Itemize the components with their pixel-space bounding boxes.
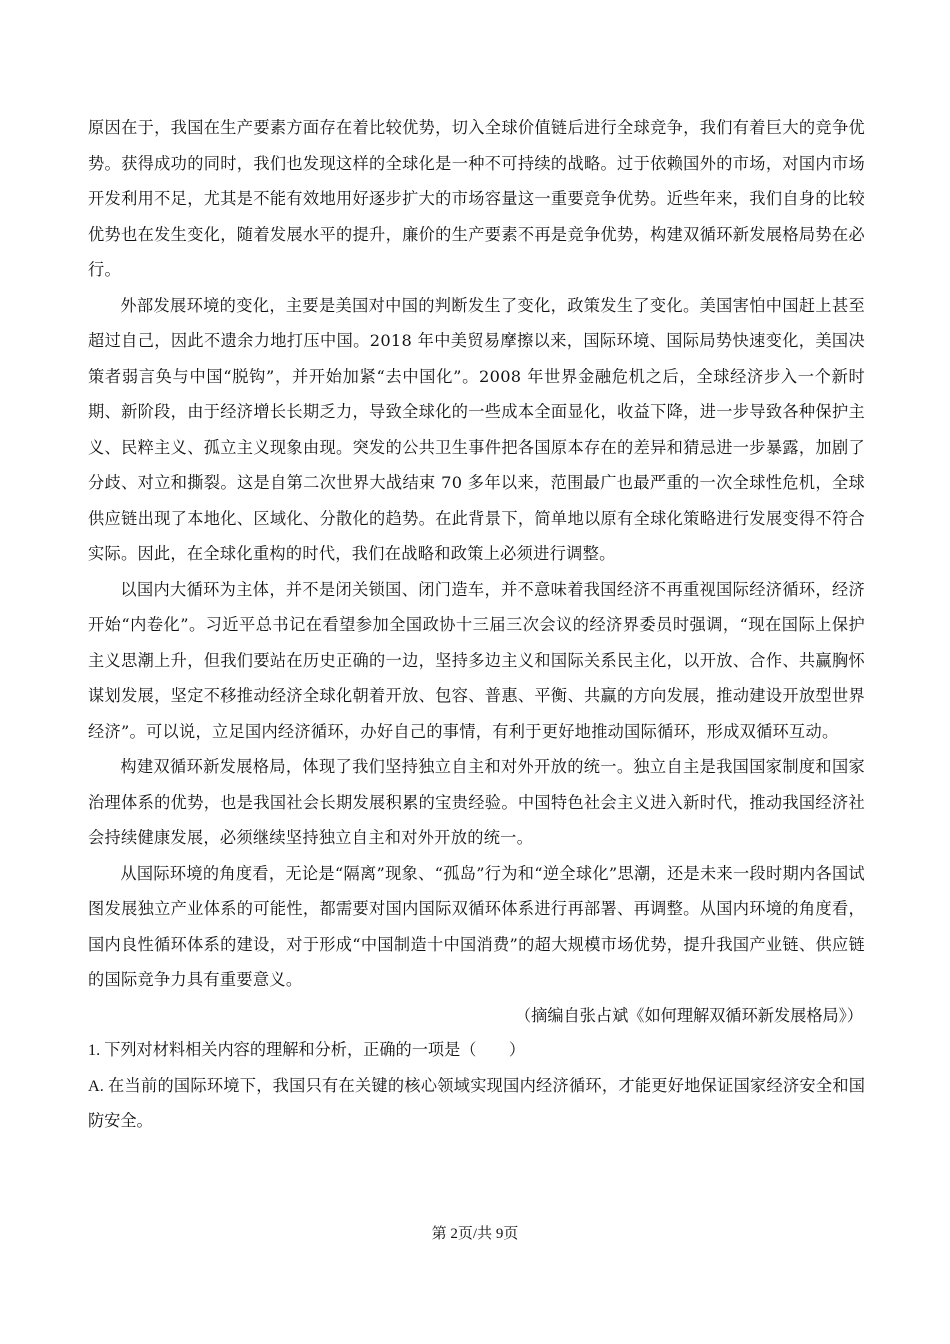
paragraph-5: 从国际环境的角度看，无论是“隔离”现象、“孤岛”行为和“逆全球化”思潮，还是未来一段时期内各国试图发展独立产业体系的可能性，都需要对国内国际双循环体系进行再部署、再调整。从国内环境的角度看，国内良性循环体系的建设，对于形成“中国制造十中国消费”的超大规模市场优势，提升我国产业链、供应链的国际竞争力具有重要意义。 (88, 863, 865, 989)
page-footer: 第 2页/共 9页 (431, 1226, 519, 1242)
paragraph-1: 原因在于，我国在生产要素方面存在着比较优势，切入全球价值链后进行全球竞争，我们有着巨大的竞争优势。获得成功的同时，我们也发现这样的全球化是一种不可持续的战略。过于依赖国外的市场，对国内市场开发利用不足，尤其是不能有效地用好逐步扩大的市场容量这一重要竞争优势。近些年来，我们自身的比较优势也在发生变化，随着发展水平的提升，廉价的生产要素不再是竞争优势，构建双循环新发展格局势在必行。 (88, 118, 865, 279)
paragraph-3: 以国内大循环为主体，并不是闭关锁国、闭门造车，并不意味着我国经济不再重视国际经济循环，经济开始“内卷化”。习近平总书记在看望参加全国政协十三届三次会议的经济界委员时强调，“现在国际上保护主义思潮上升，但我们要站在历史正确的一边，坚持多边主义和国际关系民主化，以开放、合作、共赢胸怀谋划发展，坚定不移推动经济全球化朝着开放、包容、普惠、平衡、共赢的方向发展，推动建设开放型世界经济”。可以说，立足国内经济循环，办好自己的事情，有利于更好地推动国际循环，形成双循环互动。 (88, 579, 865, 741)
question-stem: 1. 下列对材料相关内容的理解和分析，正确的一项是（ ） (88, 1041, 526, 1059)
paragraph-4: 构建双循环新发展格局，体现了我们坚持独立自主和对外开放的统一。独立自主是我国国家制度和国家治理体系的优势，也是我国社会长期发展积累的宝贵经验。中国特色社会主义进入新时代，推动我国经济社会持续健康发展，必须继续坚持独立自主和对外开放的统一。 (88, 757, 865, 847)
source-citation: （摘编自张占斌《如何理解双循环新发展格局》） (514, 1005, 863, 1025)
paragraph-2: 外部发展环境的变化，主要是美国对中国的判断发生了变化，政策发生了变化。美国害怕中国赶上甚至超过自己，因此不遗余力地打压中国。2018 年中美贸易摩擦以来，国际环境、国际局势快速变化，美国决策者弱言奂与中国“脱钩”，并开始加紧“去中国化”。2008 年世界金融危机之后，全球经济步入一个新时期、新阶段，由于经济增长长期乏力，导致全球化的一些成本全面显化，收益下降，进一步导致各种保护主义、民粹主义、孤立主义现象由现。突发的公共卫生事件把各国原本存在的差异和猜忌进一步暴露，加剧了分歧、对立和撕裂。这是自第二次世界大战结束 70 多年以来，范围最广也最严重的一次全球性危机，全球供应链出现了本地化、区域化、分散化的趋势。在此背景下，简单地以原有全球化策略进行发展变得不符合实际。因此，在全球化重构的时代，我们在战略和政策上必须进行调整。 (88, 295, 865, 563)
option-a: A. 在当前的国际环境下，我国只有在关键的核心领域实现国内经济循环，才能更好地保证国家经济安全和国防安全。 (88, 1076, 865, 1130)
